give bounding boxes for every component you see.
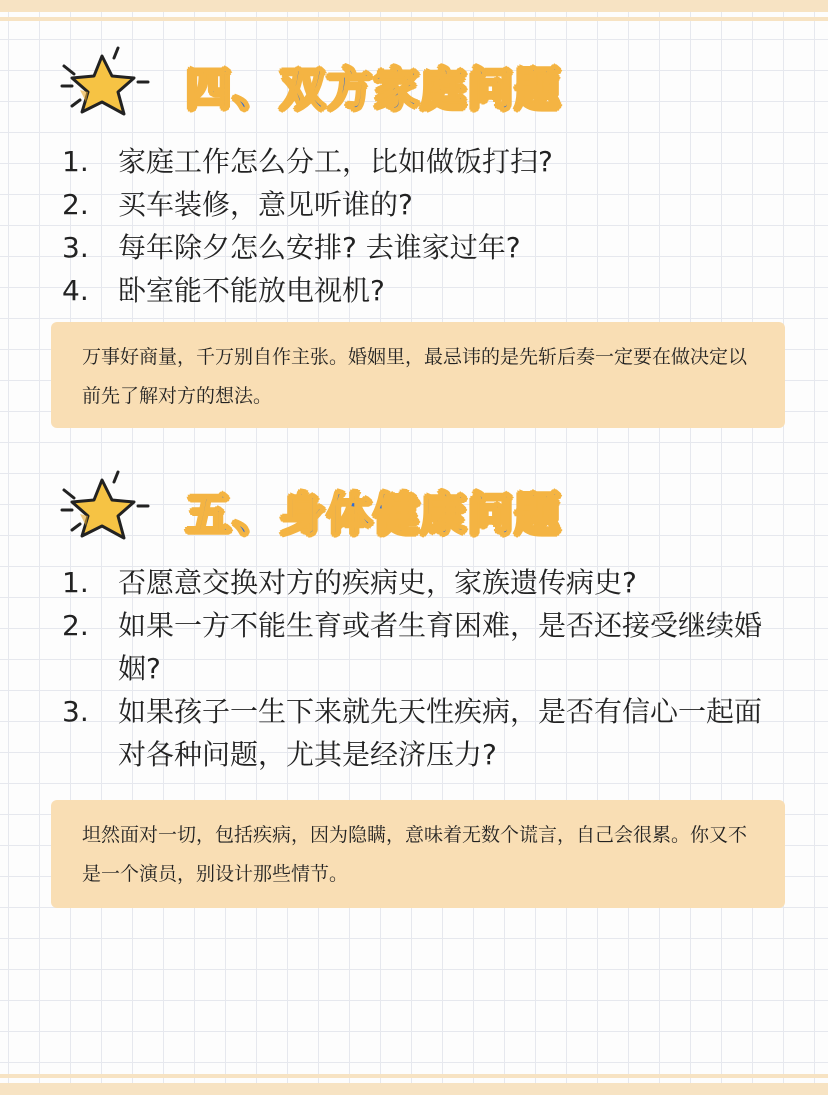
item-text: 买车装修，意见听谁的?	[118, 188, 413, 221]
list-item	[62, 690, 768, 776]
list-item	[62, 269, 768, 312]
tip-text: 万事好商量，千万别自作主张。婚姻里，最忌讳的是先斩后奏一定要在做决定以前先了解对方的想法。	[82, 346, 748, 407]
item-number: 2.	[62, 188, 89, 221]
item-number: 2.	[62, 609, 89, 642]
tip-text: 坦然面对一切，包括疾病，因为隐瞒，意味着无数个谎言，自己会很累。你又不是一个演员，别设计那些情节。	[82, 824, 748, 885]
question-list	[62, 140, 768, 312]
list-item	[62, 604, 768, 690]
section-title: 五、身体健康问题	[186, 488, 563, 541]
item-number: 1.	[62, 145, 89, 178]
tip-box	[51, 322, 785, 428]
item-number: 4.	[62, 274, 89, 307]
section-title: 四、双方家庭问题	[186, 63, 563, 116]
list-item	[62, 183, 768, 226]
item-number: 3.	[62, 231, 89, 264]
list-item	[62, 226, 768, 269]
bottom-border-stripe	[0, 1083, 828, 1095]
top-border-stripe	[0, 0, 828, 12]
item-number: 1.	[62, 566, 89, 599]
list-item	[62, 140, 768, 183]
item-text: 如果孩子一生下来就先天性疾病，是否有信心一起面对各种问题，尤其是经济压力?	[118, 695, 763, 771]
item-text: 卧室能不能放电视机?	[118, 274, 385, 307]
item-number: 3.	[62, 695, 89, 728]
star-icon	[58, 470, 150, 552]
item-text: 否愿意交换对方的疾病史，家族遗传病史?	[118, 566, 637, 599]
question-list	[62, 561, 768, 776]
list-item	[62, 561, 768, 604]
item-text: 家庭工作怎么分工，比如做饭打扫?	[118, 145, 553, 178]
tip-box	[51, 800, 785, 908]
item-text: 如果一方不能生育或者生育困难，是否还接受继续婚姻?	[118, 609, 763, 685]
star-icon	[58, 46, 150, 128]
top-border-line	[0, 17, 828, 21]
bottom-border-line	[0, 1074, 828, 1078]
item-text: 每年除夕怎么安排? 去谁家过年?	[118, 231, 521, 264]
